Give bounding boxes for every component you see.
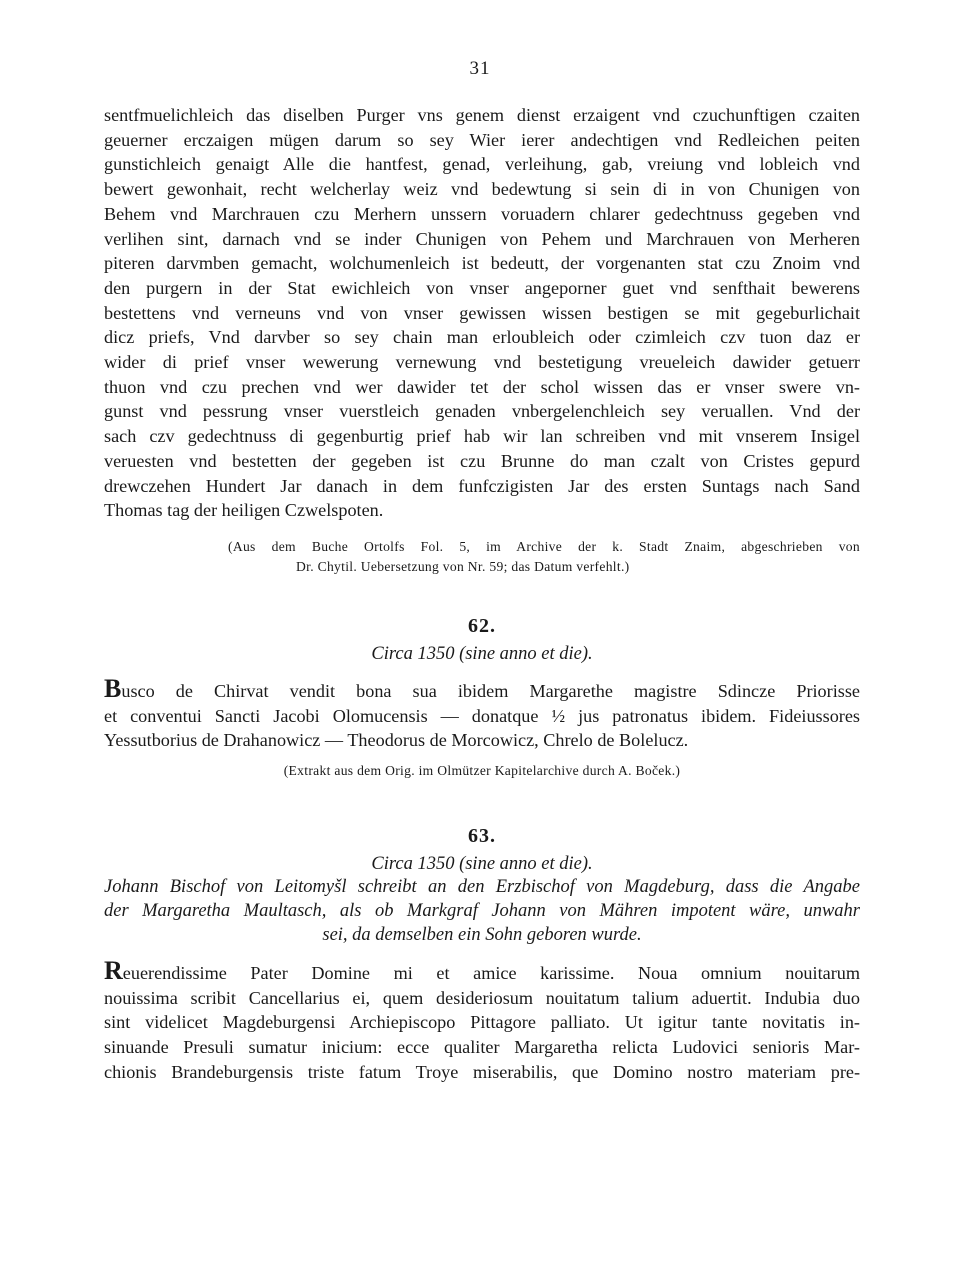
text-line: den purgern in der Stat ewichleich von vnser angeporner guet vnd senfthait bewerens: [104, 277, 860, 298]
text-line: [104, 956, 860, 986]
source-note-62: (Extrakt aus dem Orig. im Olmützer Kapitelarchive durch A. Boček.): [283, 763, 681, 779]
summary-line: Johann Bischof von Leitomyšl schreibt an den Erzbischof von Magdeburg, dass die Angabe: [104, 877, 860, 898]
document-62-date: Circa 1350 (sine anno et die).: [371, 643, 593, 664]
page-content: [104, 103, 860, 1085]
source-note-61: [104, 537, 860, 577]
text-line-rest: euerendissime Pater Domine mi et amice karissime. Noua omnium nouitarum: [122, 963, 860, 984]
text-line: nouissima scribit Cancellarius ei, quem desideriosum nouitatum talium aduertit. Indubia duo: [104, 987, 860, 1008]
text-line: gunst vnd pessrung vnser vuerstleich genaden vnbergelenchleich sey veruallen. Vnd der: [104, 401, 860, 422]
source-line: (Aus dem Buche Ortolfs Fol. 5, im Archive der k. Stadt Znaim, abgeschrieben von: [228, 538, 860, 554]
text-line: sach czv gedechtnuss di gegenburtig prief hab wir lan schreiben vnd mit vnserem Insigel: [104, 426, 860, 447]
document-63-summary: [104, 875, 860, 947]
text-line: dicz priefs, Vnd darvber so sey chain man erloubleich oder czimleich czv tuon daz er: [104, 327, 860, 348]
text-line: thuon vnd czu prechen vnd wer dawider tet der schol wissen das er vnser swere vn-: [104, 376, 860, 397]
text-line: et conventui Sancti Jacobi Olomucensis — donatque ½ jus patronatus ibidem. Fideiussores: [104, 705, 860, 726]
text-line: bestettens vnd verneuns vnd von vnser gewissen wissen bestigen se mit gegeburlichait: [104, 302, 860, 323]
text-line-rest: usco de Chirvat vendit bona sua ibidem Margarethe magistre Sdincze Priorisse: [121, 680, 860, 701]
summary-line: der Margaretha Maultasch, als ob Markgraf Johann von Mähren impotent wäre, unwahr: [104, 901, 860, 922]
summary-line: sei, da demselben ein Sohn geboren wurde.: [322, 925, 642, 946]
source-line: Dr. Chytil. Uebersetzung von Nr. 59; das Datum verfehlt.): [296, 558, 630, 574]
text-line: gunstichleich genaigt Alle die hantfest, genad, verleihung, gab, vreiung vnd lobleich vnd: [104, 154, 860, 175]
document-61-text: [104, 103, 860, 523]
text-line: bewert gewonhait, recht welcherlay weiz vnd bedewtung si sein di in von Chunigen von: [104, 179, 860, 200]
text-line: Yessutborius de Drahanowicz — Theodorus de Morcowicz, Chrelo de Bolelucz.: [104, 730, 689, 751]
text-line: verlihen sint, darnach vnd se inder Chunigen von Pehem und Marchrauen von Merheren: [104, 228, 860, 249]
text-line: sentfmuelichleich das diselben Purger vns genem dienst erzaigent vnd czuchunftigen czaiten: [104, 105, 860, 125]
text-line: Behem vnd Marchrauen czu Merhern unssern voruadern chlarer gedechtnuss gegeben vnd: [104, 203, 860, 224]
page-number: 31: [469, 58, 491, 79]
text-line: sint videlicet Magdeburgensi Archiepiscopo Pittagore palliato. Ut igitur tante novitatis in-: [104, 1012, 860, 1033]
document-62-text: [104, 673, 860, 753]
drop-cap: B: [104, 673, 122, 703]
text-line: veruesten vnd bestetten der gegeben ist czu Brunne do man czalt von Cristes gepurd: [104, 450, 860, 471]
text-line: drewczehen Hundert Jar danach in dem funfczigisten Jar des ersten Suntags nach Sand: [104, 475, 860, 496]
text-line: piteren darvmben gemacht, wolchumenleich ist bedeutt, der vorgenanten stat czu Znoim vnd: [104, 253, 860, 274]
document-63-number: 63.: [468, 825, 496, 848]
text-line: wider di prief vnser wewerung vernewung vnd bestetigung vreueleich dawider getuerr: [104, 352, 860, 373]
text-line: chionis Brandeburgensis triste fatum Troye miserabilis, que Domino nostro materiam pre-: [104, 1061, 860, 1082]
document-62-number: 62.: [468, 614, 496, 637]
text-line: sinuande Presuli sumatur inicium: ecce qualiter Margaretha relicta Ludovici senioris Mar-: [104, 1037, 860, 1058]
text-line: Thomas tag der heiligen Czwelspoten.: [104, 500, 384, 521]
document-63-date: Circa 1350 (sine anno et die).: [371, 854, 593, 875]
text-line: [104, 673, 860, 704]
document-63-text: [104, 956, 860, 1085]
drop-cap: R: [104, 956, 123, 986]
text-line: geuerner erczaigen mügen darum so sey Wier ierer andechtigen vnd Redleichen peiten: [104, 129, 860, 150]
